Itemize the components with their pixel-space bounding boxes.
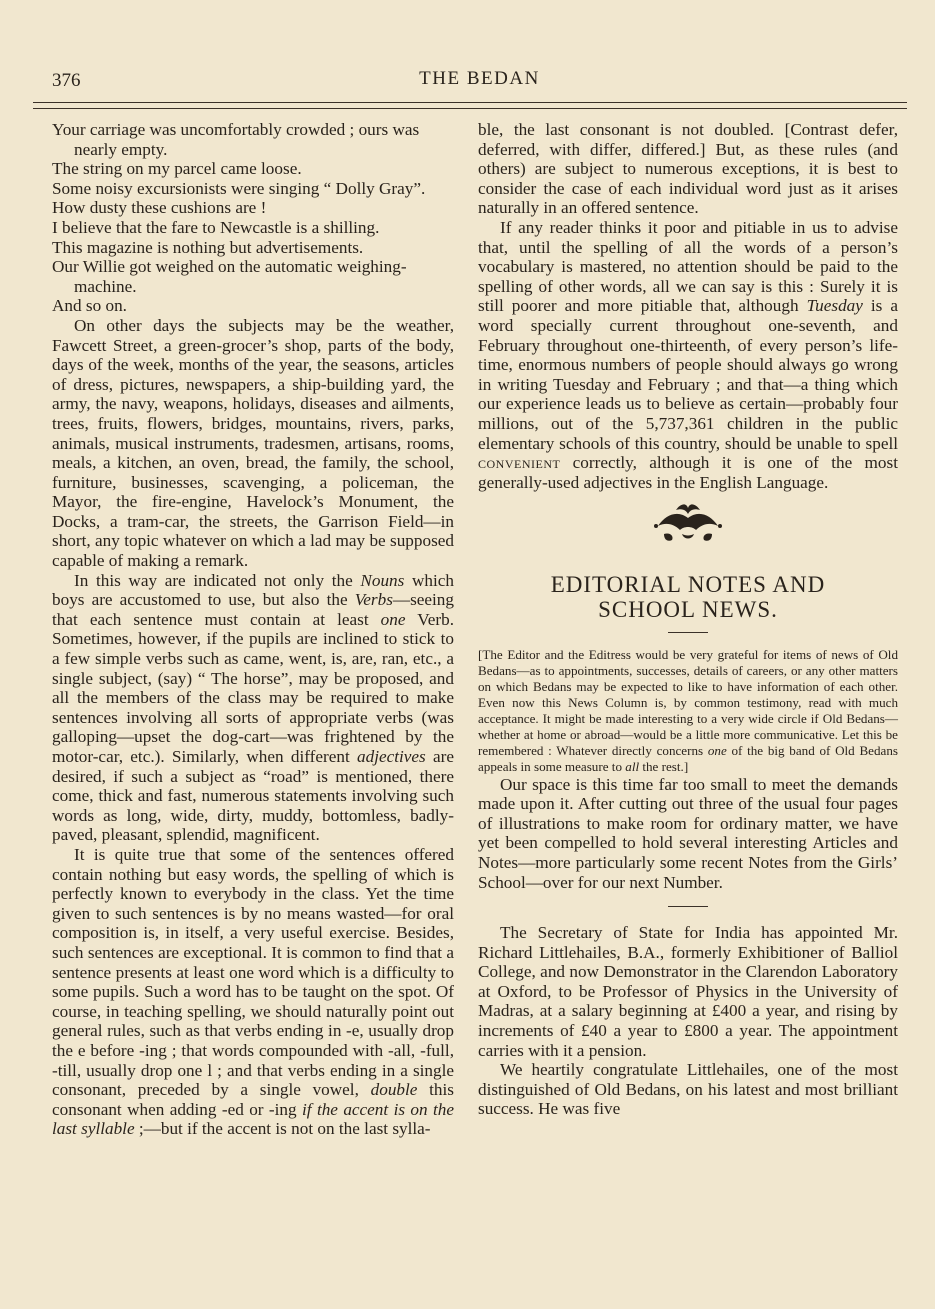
example-sentence: How dusty these cushions are ! — [52, 198, 267, 218]
body-paragraph: On other days the subjects may be the weather, Fawcett Street, a green-grocer’s shop, parts of the body, days of the week, months of the year, the seasons, articles of dress, pictures, newspapers, a ship-building yard, the army, the navy, weapons, holidays, diseases and ailments, trees, fruits, flowers, bridges, mountains, rivers, parks, animals, musical instruments, tradesmen, artisans, rooms, meals, a kitchen, an oven, bread, the family, the school, furniture, businesses, scavenging, a policeman, the Mayor, the fire-engine, Havelock’s Monument, the Docks, a tram-car, the streets, the Garrison Field—in short, any topic whatever on which a lad may be supposed capable of making a remark. — [52, 315, 454, 571]
ornament-block — [478, 492, 898, 572]
left-column — [52, 120, 454, 1139]
example-sentence: I believe that the fare to Newcastle is a shilling. — [52, 217, 380, 237]
example-sentence: Our Willie got weighed on the automatic weighing-machine. — [52, 257, 407, 296]
body-paragraph: The Secretary of State for India has appointed Mr. Richard Littlehailes, B.A., formerly Exhibitioner of Balliol College, and now Demonstrator in the Clarendon Laboratory at Oxford, to be Professor of Physics in the University of Madras, at a salary beginning at £400 a year, and rising by increments of £40 a year to £800 a year. The appointment carries with it a pension. — [478, 923, 898, 1060]
section-heading: EDITORIAL NOTES AND SCHOOL NEWS. — [550, 572, 826, 623]
body-paragraph: In this way are indicated not only the Nouns which boys are accustomed to use, but also the Verbs—seeing that each sentence must contain at least one Verb. Sometimes, however, if the pupils are inclined to stick to a few simple verbs such as came, went, is, are, ran, etc., a single subject, (say) “ The horse”, may be proposed, and all the members of the class may be required to make sentences involving all sorts of appropriate verbs (was galloping—upset the dog-cart—was frightened by the motor-car, etc.). Similarly, when different adjectives are desired, if such a subject as “road” is mentioned, there come, thick and fast, numerous statements involving such words as long, wide, dirty, muddy, bottomless, badly-paved, pleasant, splendid, magnificent. — [52, 570, 454, 845]
decorative-scroll-ornament-icon — [648, 496, 728, 552]
example-sentence: Your carriage was uncomfortably crowded ; ours was nearly empty. — [52, 120, 420, 159]
header-double-rule — [33, 102, 907, 109]
body-paragraph: If any reader thinks it poor and pitiable in us to advise that, until the spelling of all the words of a person’s vocabulary is mastered, no attention should be paid to the spelling of other words, all we can say is this : Surely it is still poorer and more pitiable that, although Tuesday is a word specially current throughout one-seventh, and February throughout one-thirteenth, of every person’s life-time, enormous numbers of people should always go wrong in writing Tuesday and February ; and that—a thing which our experience leads us to believe as certain—probably four millions, out of the 5,737,361 children in the public elementary schools of this country, should be unable to spell convenient correctly, although it is one of the most generally-used adjectives in the English Language. — [478, 217, 899, 492]
divider — [668, 906, 708, 907]
right-column — [478, 120, 898, 1119]
running-title: THE BEDAN — [419, 68, 540, 89]
divider — [668, 632, 708, 633]
page-number: 376 — [52, 70, 81, 91]
body-paragraph: ble, the last consonant is not doubled. [Contrast defer, deferred, with differ, differed.] But, as these rules (and others) are subject to numerous exceptions, it is best to consider the case of each individual word just as it arises naturally in an offered sentence. — [478, 120, 898, 218]
example-sentence: This magazine is nothing but advertisements. — [52, 237, 364, 257]
page-header — [52, 66, 907, 96]
example-sentence: And so on. — [52, 296, 127, 316]
editorial-notice: [The Editor and the Editress would be very grateful for items of news of Old Bedans—as to appointments, successes, details of careers, or any other matters on which Bedans may be expected to like to have information of each other. Even now this News Column is, by common testimony, read with much acceptance. It might be made interesting to a very wide circle if Old Bedans—whether at home or abroad—would be a little more communicative. Let this be remembered : Whatever directly concerns one of the big band of Old Bedans appeals in some measure to all the rest.] — [478, 647, 898, 774]
example-sentence: The string on my parcel came loose. — [52, 159, 302, 179]
body-paragraph: It is quite true that some of the sentences offered contain nothing but easy words, the spelling of which is perfectly known to everybody in the class. Yet the time given to such sentences is by no means wasted—for oral composition is, in itself, a very useful exercise. Besides, such sentences are exceptional. It is common to find that a sentence presents at least one word which is a difficulty to some pupils. Such a word has to be taught on the spot. Of course, in teaching spelling, we should naturally point out general rules, such as that verbs ending in -e, usually drop the e before -ing ; that words compounded with -all, -full, -till, usually drop one l ; and that verbs ending in a single consonant, preceded by a single vowel, double this consonant when adding -ed or -ing if the accent is on the last syllable ;—but if the accent is not on the last sylla- — [52, 844, 454, 1139]
body-paragraph: We heartily congratulate Littlehailes, one of the most distinguished of Old Bedans, on his latest and most brilliant success. He was five — [478, 1060, 898, 1119]
body-paragraph: Our space is this time far too small to meet the demands made upon it. After cutting out three of the usual four pages of illustrations to make room for ordinary matter, we have yet been compelled to hold several interesting Articles and Notes—more particularly some recent Notes from the Girls’ School—over for our next Number. — [478, 774, 898, 892]
example-sentence: Some noisy excursionists were singing “ Dolly Gray”. — [52, 178, 426, 198]
